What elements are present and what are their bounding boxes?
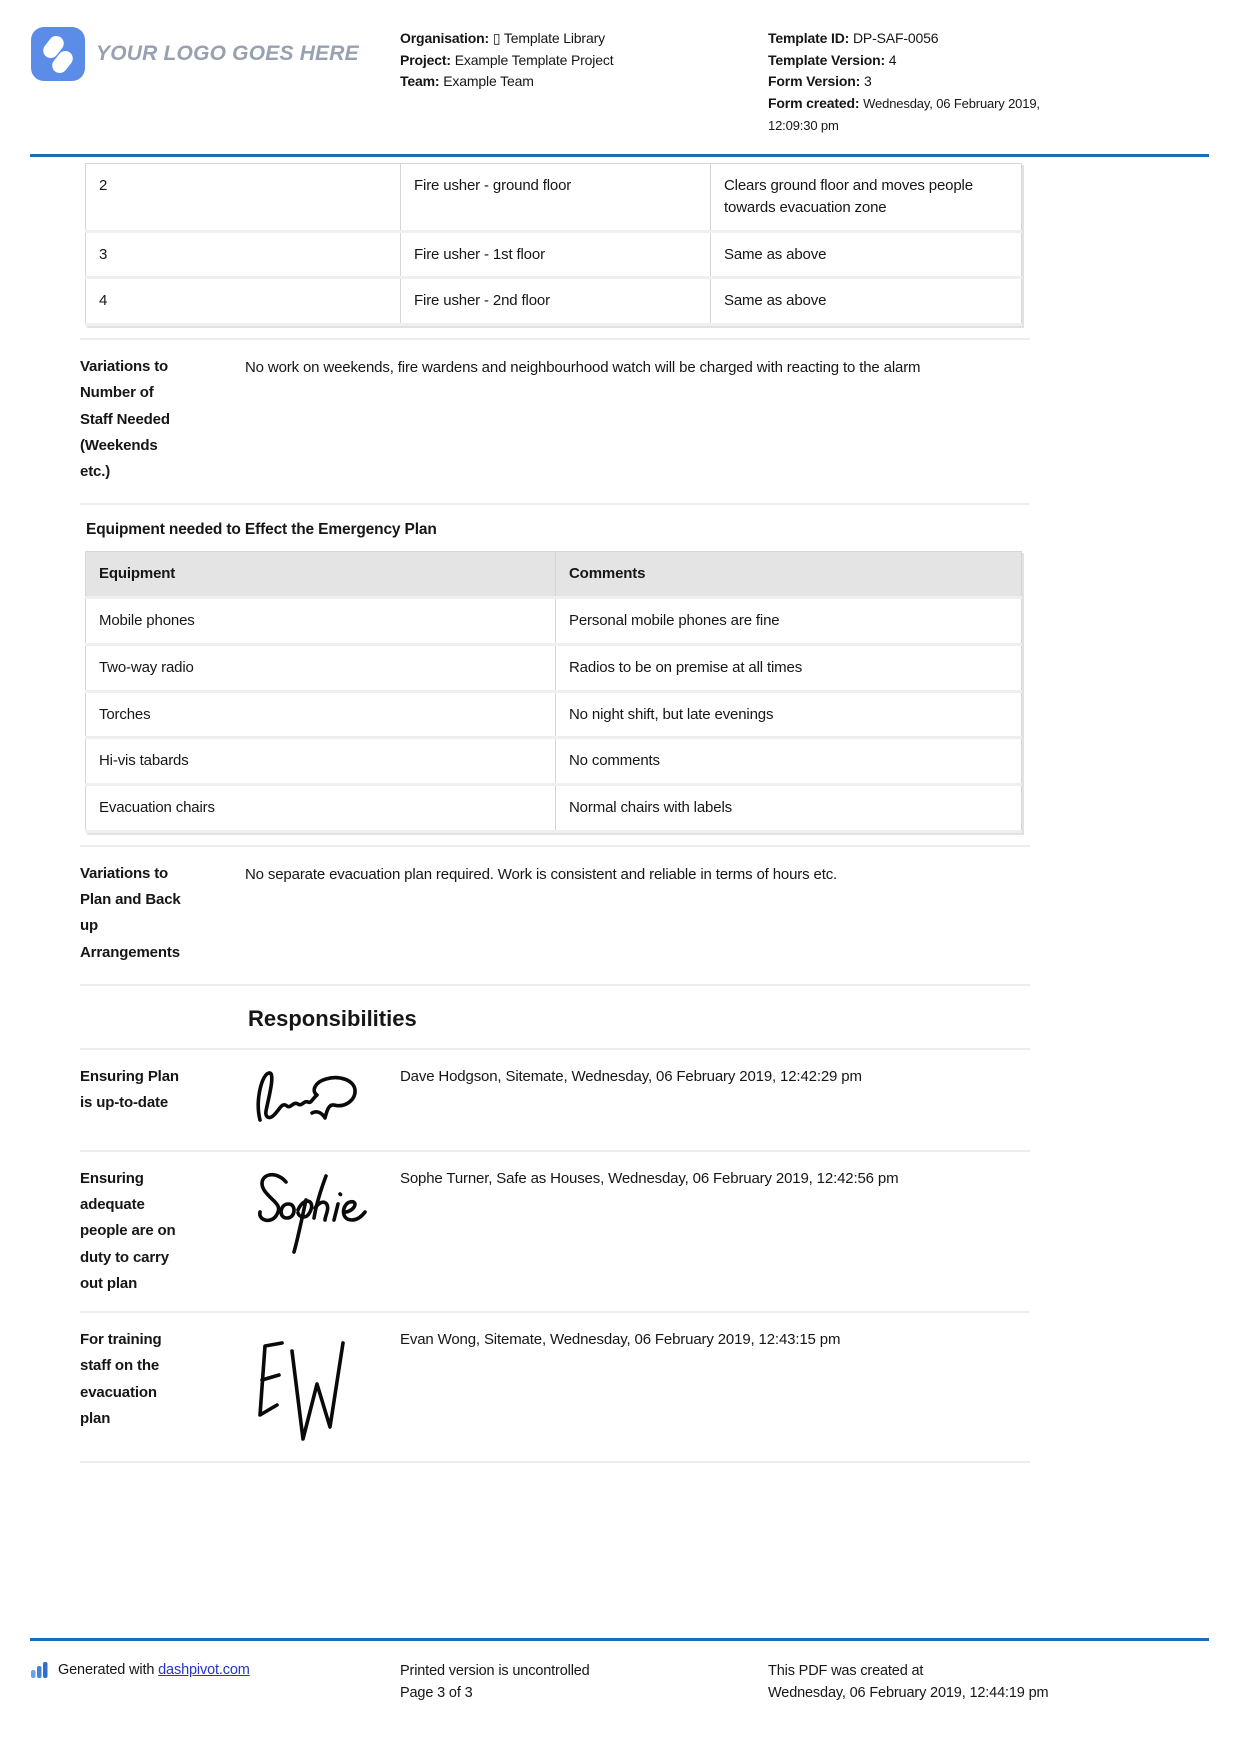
header-meta-right (768, 28, 1088, 136)
dave-hodgson-signature (250, 1064, 400, 1136)
dashpivot-link[interactable]: dashpivot.com (158, 1662, 250, 1678)
company-logo-icon (30, 26, 86, 82)
footer-generated (30, 1660, 250, 1680)
signature-details: Sophe Turner, Safe as Houses, Wednesday, 06 February 2019, 12:42:56 pm (400, 1169, 899, 1187)
header-meta-left (400, 28, 750, 93)
table-cell: Personal mobile phones are fine (556, 598, 1022, 645)
form-content (80, 163, 1030, 1463)
table-cell: Mobile phones (86, 598, 556, 645)
table-row (86, 785, 1022, 832)
table-row (86, 691, 1022, 738)
table-row (86, 738, 1022, 785)
table-row (86, 278, 1022, 325)
table-cell: Fire usher - 2nd floor (401, 278, 711, 325)
project-row: Project: Example Template Project (400, 51, 614, 68)
table-cell: Torches (86, 691, 556, 738)
sophe-turner-signature (250, 1166, 400, 1266)
header-divider-line (30, 154, 1209, 157)
responsibility-label: For training staff on the evacuation plan (80, 1331, 162, 1427)
dashpivot-bars-icon (30, 1660, 50, 1680)
evan-wong-signature (250, 1327, 400, 1447)
table-row (86, 598, 1022, 645)
signature-details: Dave Hodgson, Sitemate, Wednesday, 06 February 2019, 12:42:29 pm (400, 1067, 862, 1085)
pdf-created-label: This PDF was created at (768, 1663, 924, 1679)
table-cell: No comments (556, 738, 1022, 785)
template-id-row: Template ID: DP-SAF-0056 (768, 30, 939, 46)
table-cell: 3 (86, 231, 401, 278)
uncontrolled-text: Printed version is uncontrolled (400, 1663, 590, 1679)
responsibility-label: Ensuring adequate people are on duty to carry out plan (80, 1169, 176, 1292)
responsibilities-heading: Responsibilities (248, 1005, 417, 1031)
field-variations-staff (80, 338, 1030, 505)
table-cell: Radios to be on premise at all times (556, 644, 1022, 691)
table-cell: Hi-vis tabards (86, 738, 556, 785)
logo-placeholder-text: YOUR LOGO GOES HERE (96, 42, 359, 65)
responsibility-row-adequate-people (80, 1150, 1030, 1311)
field-label: Variations to Plan and Back up Arrangements (80, 864, 181, 961)
footer-divider-line (30, 1638, 1209, 1641)
table-cell: Fire usher - 1st floor (401, 231, 711, 278)
table-cell: Same as above (711, 231, 1022, 278)
column-header: Equipment (86, 552, 556, 598)
responsibility-label: Ensuring Plan is up-to-date (80, 1067, 179, 1111)
table-cell: Fire usher - ground floor (401, 164, 711, 232)
equipment-section (80, 521, 1030, 833)
field-variations-plan (80, 845, 1030, 986)
table-header-row (86, 552, 1022, 598)
team-row: Team: Example Team (400, 73, 534, 90)
signature-details: Evan Wong, Sitemate, Wednesday, 06 February 2019, 12:43:15 pm (400, 1331, 841, 1348)
table-row (86, 164, 1022, 232)
table-cell: Clears ground floor and moves people towards evacuation zone (711, 164, 1022, 232)
table-cell: No night shift, but late evenings (556, 691, 1022, 738)
table-row (86, 231, 1022, 278)
template-version-row: Template Version: 4 (768, 51, 897, 68)
form-version-row: Form Version: 3 (768, 73, 872, 90)
page-number: Page 3 of 3 (400, 1685, 473, 1702)
table-cell: Normal chairs with labels (556, 785, 1022, 832)
table-row (86, 644, 1022, 691)
equipment-section-title: Equipment needed to Effect the Emergency Plan (86, 521, 437, 539)
column-header: Comments (556, 552, 1022, 598)
field-value: No work on weekends, fire wardens and neighbourhood watch will be charged with reacting to the alarm (245, 359, 921, 376)
responsibility-row-plan-up-to-date (80, 1048, 1030, 1150)
generated-with-text: Generated with (58, 1662, 155, 1678)
table-cell: Same as above (711, 278, 1022, 325)
pdf-created-datetime: Wednesday, 06 February 2019, 12:44:19 pm (768, 1685, 1049, 1702)
footer-created-info (768, 1660, 1163, 1705)
field-value: No separate evacuation plan required. Work is consistent and reliable in terms of hours etc. (245, 865, 838, 883)
table-cell: 4 (86, 278, 401, 325)
table-cell: Evacuation chairs (86, 785, 556, 832)
staff-roles-table (85, 163, 1022, 326)
form-created-row: Form created: Wednesday, 06 February 2019, 12:09:30 pm (768, 95, 1040, 133)
table-cell: 2 (86, 164, 401, 232)
header-logo (30, 26, 359, 82)
equipment-table (85, 551, 1022, 833)
organisation-row: Organisation: ▯ Template Library (400, 30, 605, 46)
footer-print-info (400, 1660, 590, 1705)
responsibility-row-training-staff (80, 1311, 1030, 1463)
table-cell: Two-way radio (86, 644, 556, 691)
field-label: Variations to Number of Staff Needed (Weekends etc.) (80, 358, 170, 480)
